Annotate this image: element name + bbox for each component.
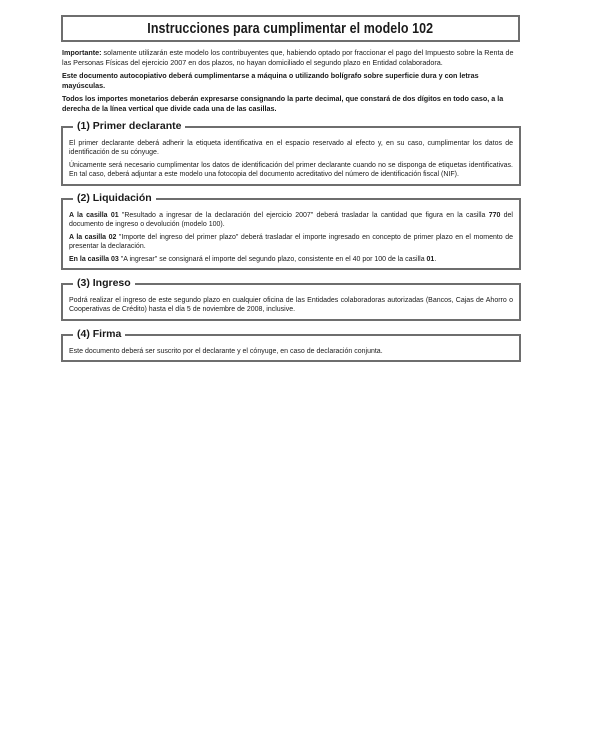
casilla-01-text: "Resultado a ingresar de la declaración del ejercicio 2007" deberá trasladar la cantidad que figura en la casilla	[118, 212, 489, 219]
section-firma	[61, 328, 521, 362]
important-label: Importante:	[62, 48, 102, 57]
document-title: Instrucciones para cumplimentar el modelo 102	[147, 20, 434, 37]
casilla-01-text-end: del documento de ingreso o devolución (modelo 100).	[69, 212, 513, 229]
casilla-03-label: En la casilla 03	[69, 255, 119, 263]
casilla-03-text: "A ingresar" se consignará el importe del segundo plazo, consistente en el 40 por 100 de la casilla	[118, 255, 427, 263]
intro-paragraph-important	[62, 48, 522, 68]
casilla-02-text: "Importe del ingreso del primer plazo" deberá trasladar el importe ingresado en concepto de primer plazo en el momento de presentar la declaración.	[69, 233, 513, 251]
section-ingreso	[61, 277, 521, 321]
section-heading: (4) Firma	[73, 328, 125, 340]
section-heading: (1) Primer declarante	[73, 120, 185, 132]
casilla-03-end: .	[434, 255, 437, 263]
intro-paragraph-amounts: Todos los importes monetarios deberán expresarse consignando la parte decimal, que constará de dos dígitos en todo caso, a la derecha de la línea vertical que divide cada una de las casillas.	[62, 94, 504, 113]
section-heading: (3) Ingreso	[73, 277, 135, 289]
section-liquidacion	[61, 192, 521, 270]
casilla-01-label: A la casilla 01	[69, 212, 119, 219]
section-paragraph: Únicamente será necesario cumplimentar los datos de identificación del primer declarante cuando no se disponga de etiquetas identificativas. En tal caso, deberá adjuntar a este modelo una fotocopia del documento acreditativo del número de identificación fiscal (NIF).	[69, 161, 513, 179]
section-heading: (2) Liquidación	[73, 192, 156, 204]
section-paragraph: El primer declarante deberá adherir la etiqueta identificativa en el espacio reservado al efecto y, en su caso, cumplimentar los datos de identificación de su cónyuge.	[69, 140, 513, 157]
section-paragraph: Este documento deberá ser suscrito por el declarante y el cónyuge, en caso de declaración conjunta.	[69, 348, 383, 355]
section-paragraph: Podrá realizar el ingreso de este segundo plazo en cualquier oficina de las Entidades colaboradoras autorizadas (Bancos, Cajas de Ahorro o Cooperativas de Crédito) hasta el día 5 de noviembre de 2008, inclusive.	[69, 297, 513, 314]
casilla-02-label: A la casilla 02	[69, 233, 117, 241]
intro-paragraph-autocopy: Este documento autocopiativo deberá cumplimentarse a máquina o utilizando bolígrafo sobre superficie dura y con letras mayúsculas.	[62, 71, 479, 90]
casilla-01-ref: 01	[426, 255, 435, 263]
section-primer-declarante	[61, 120, 521, 186]
important-text: solamente utilizarán este modelo los contribuyentes que, habiendo optado por fraccionar el pago del Impuesto sobre la Renta de las Personas Físicas del ejercicio 2007 en dos plazos, no hayan domiciliado el segundo plazo en Entidad colaboradora.	[62, 48, 514, 67]
casilla-770-ref: 770	[488, 212, 501, 219]
section-paragraph	[69, 233, 513, 252]
section-paragraph	[69, 211, 513, 230]
intro-block	[62, 48, 522, 117]
section-paragraph	[69, 255, 513, 264]
document-title-box	[61, 15, 520, 42]
